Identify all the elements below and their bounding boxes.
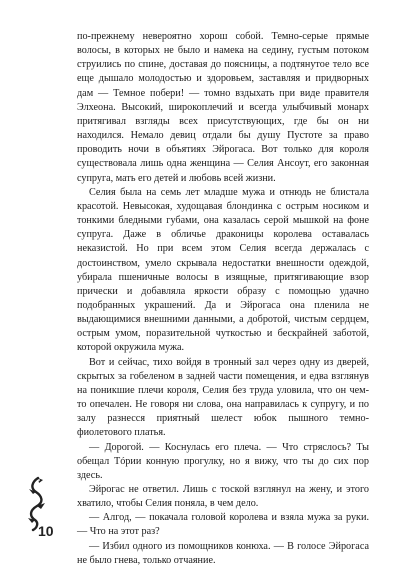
paragraph: по-прежнему невероятно хорош собой. Темно-серые прямые волосы, в которых не было и намека на седину, густым потоком струились по спине, доставая до поясницы, а подтянутое тело все еще дышало молодостью и здоровьем, заставляя и придворных дам — Темное побери! — томно вздыхать при виде правителя Элхеона. Высокий, широкоплечий и всегда улыбчивый монарх притягивал взгляды всех присутствующих, где бы он ни находился. Немало девиц отдали бы душу Пустоте за право проводить ночи в объятиях Эйрогаса. Вот только для короля существовала лишь одна женщина — Селия Ансоут, его законная супруга, мать его детей и любовь всей жизни. xyxy=(77,31,369,184)
paragraph: Селия была на семь лет младше мужа и отнюдь не блистала красотой. Невысокая, худощавая блондинка с острым носиком и тонкими бледными губами, она казалась серой мышкой на фоне супруга. Даже в обличье драконицы королева оставалась неказистой. Но при всем этом Селия всегда держалась с достоинством, умело скрывала недостатки внешности одеждой, убирала пшеничные волосы в изящные, притягивающие взор прически и добавляла яркости образу с помощью удачно подобранных украшений. Да и Эйрогаса она пленила не выдающимися внешними данными, а добротой, чистым сердцем, острым умом, поразительной чуткостью и бескрайней заботой, которой окружила мужа. xyxy=(77,186,369,354)
paragraph: — Алгод, — покачала головой королева и взяла мужа за руки. — Что на этот раз? xyxy=(77,512,369,538)
paragraph: — Избил одного из помощников конюха. — В голосе Эйрогаса не было гнева, только отчаяние. xyxy=(77,540,369,566)
body-text xyxy=(77,30,369,568)
paragraph: Эйрогас не ответил. Лишь с тоской взглянул на жену, и этого хватило, чтобы Селия поняла, в чем дело. xyxy=(77,484,369,510)
page-number: 10 xyxy=(38,523,54,539)
paragraph: — Дорогой. — Коснулась его плеча. — Что стряслось? Ты обещал Тóрии конную прогулку, но я вижу, что ты до сих пор здесь. xyxy=(77,441,369,481)
paragraph: Вот и сейчас, тихо войдя в тронный зал через одну из дверей, скрытых за гобеленом в задней части помещения, и едва взглянув на поникшие плечи короля, Селия без труда уловила, что он чем-то опечален. Не говоря ни слова, она направилась к супругу, и по залу разнесся приятный шелест юбок пышного темно-фиолетового платья. xyxy=(77,356,369,439)
